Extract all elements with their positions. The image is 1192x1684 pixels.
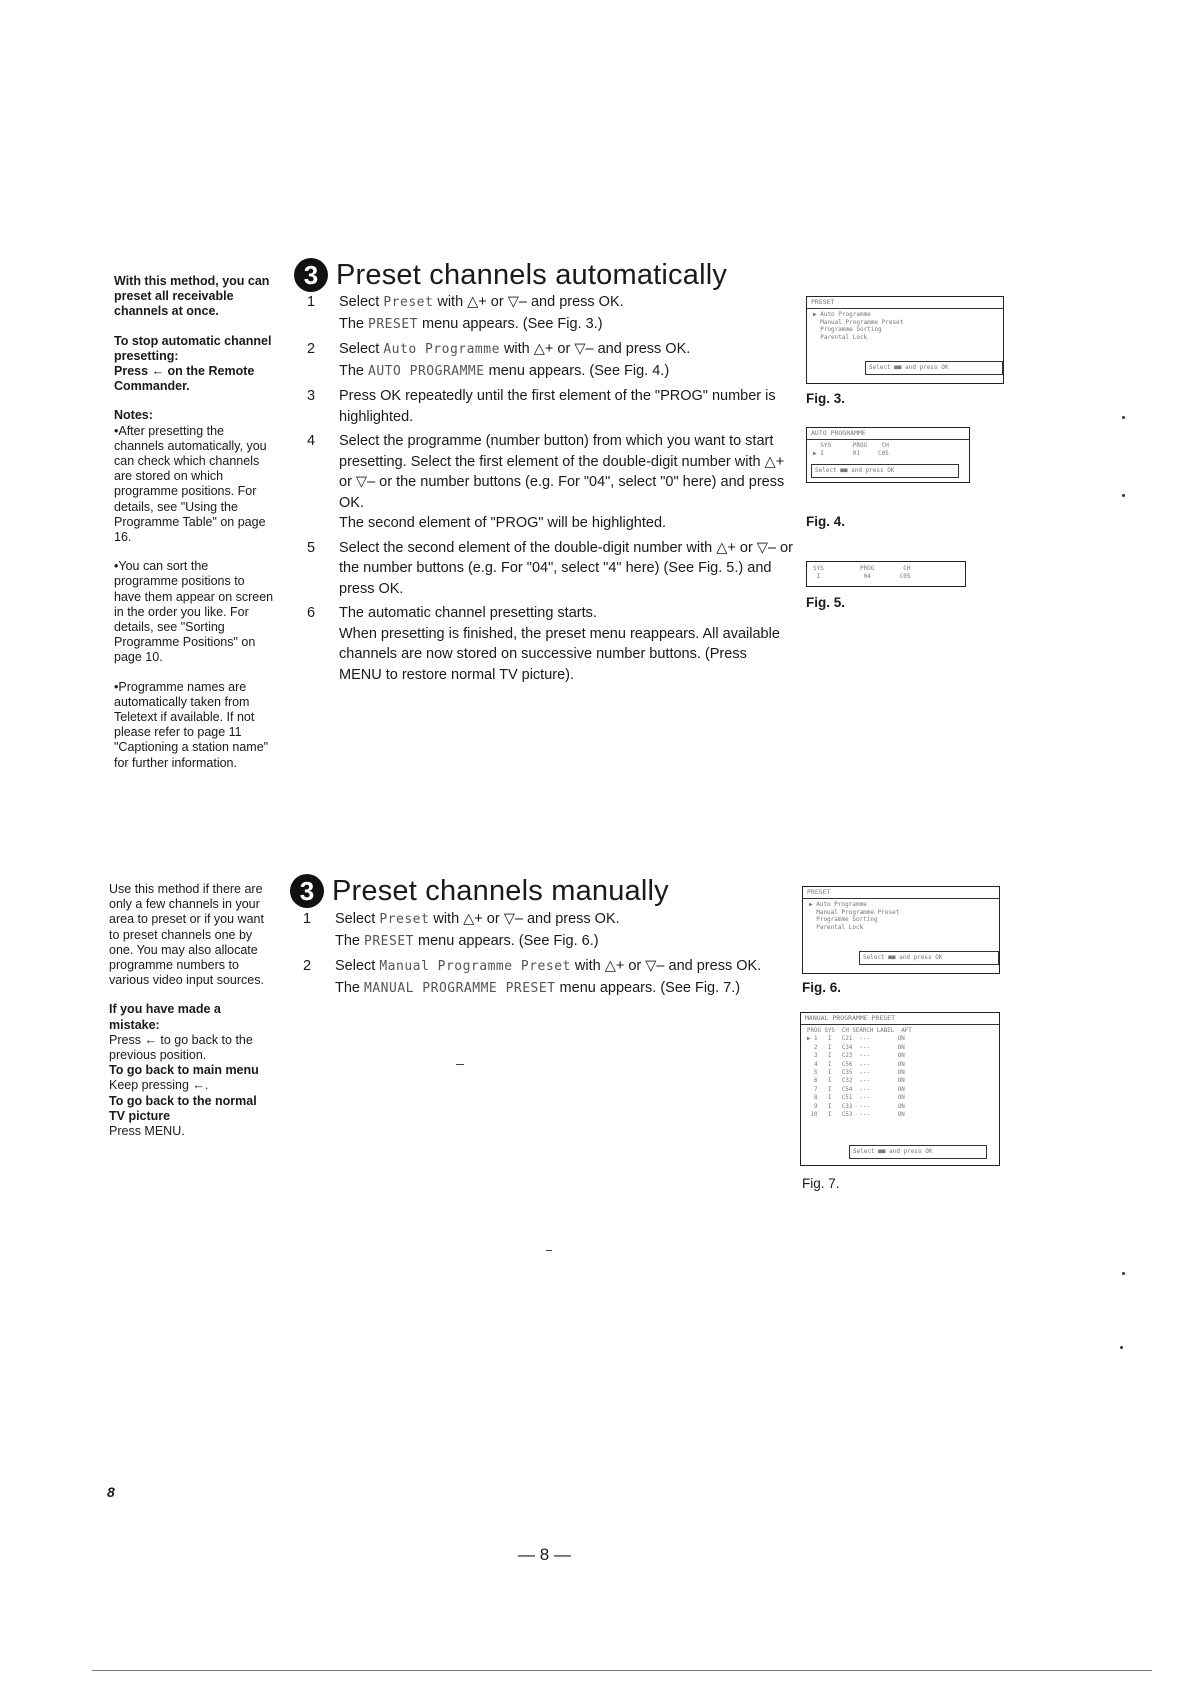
scan-speck bbox=[1122, 1272, 1125, 1275]
tv-picture-title: To go back to the normal TV picture bbox=[109, 1093, 257, 1123]
scan-speck bbox=[546, 1250, 552, 1251]
sidebar-manual-intro: Use this method if there are only a few channels in your area to preset or if you want to preset channels one by one. You may also allocate programme numbers to various video input sources. bbox=[109, 882, 264, 988]
note-2: •You can sort the programme positions to have them appear on screen in the order you like. For details, see "Sorting Programme Positions" on page 10. bbox=[114, 559, 274, 665]
scan-speck bbox=[1122, 494, 1125, 497]
center-page-number: — 8 — bbox=[518, 1545, 571, 1564]
stop-presetting-title: To stop automatic channel presetting: bbox=[114, 333, 272, 363]
sidebar-manual-notes bbox=[109, 882, 274, 1139]
section-manual-steps bbox=[299, 909, 789, 1003]
fig3-caption: Fig. 3. bbox=[806, 391, 846, 406]
section-auto-title: Preset channels automatically bbox=[336, 258, 728, 291]
notes-title: Notes: bbox=[114, 408, 153, 423]
fig6-caption: Fig. 6. bbox=[802, 980, 842, 995]
fig3-preset-menu-screen: PRESET ▶ Auto Programme Manual Programme Preset Programme Sorting Parental Lock Select ■■ and press OK bbox=[806, 296, 1004, 384]
step-item: 1 Select Preset with △+ or ▽– and press OK. The PRESET menu appears. (See Fig. 3.) bbox=[307, 294, 624, 332]
section-auto-steps bbox=[303, 292, 793, 689]
stop-presetting-text: Press ← on the Remote Commander. bbox=[114, 364, 255, 394]
note-1: •After presetting the channels automatically, you can check which channels are stored on which programme positions. For details, see "Using the Programme Table" on page 16. bbox=[114, 423, 267, 545]
fig7-manual-programme-preset-screen: MANUAL PROGRAMME PRESET PROG SYS CH SEARCH LABEL AFT ▶ 1 I C21 --- ON 2 I C34 --- ON 3 I C23 --- ON 4 I C56 --- ON 5 I C35 --- ON 6 I C32 --- ON 7 I C54 --- ON 8 I C51 --- ON 9 I C33 --- ON 10 I C53 --- ON Select ■■ and press OK bbox=[800, 1012, 1000, 1166]
stop-presetting-block bbox=[114, 334, 274, 395]
sidebar-intro: With this method, you can preset all receivable channels at once. bbox=[114, 274, 270, 319]
fig4-caption: Fig. 4. bbox=[806, 514, 846, 529]
mistake-title: If you have made a mistake: bbox=[109, 1002, 221, 1032]
step-item: 2 Select Auto Programme with △+ or ▽– and press OK. The AUTO PROGRAMME menu appears. (See Fig. 4.) bbox=[307, 341, 691, 379]
scan-speck bbox=[456, 1064, 464, 1065]
section-manual-title: Preset channels manually bbox=[332, 874, 669, 907]
main-menu-text: Keep pressing ←. bbox=[109, 1078, 209, 1093]
step-item: 6 The automatic channel presetting starts. When presetting is finished, the preset menu reappears. All available channels are now stored on successive number buttons. (Press MENU to restore normal TV picture). bbox=[307, 605, 780, 683]
step-item: 3 Press OK repeatedly until the first element of the "PROG" number is highlighted. bbox=[307, 388, 776, 425]
tv-picture-text: Press MENU. bbox=[109, 1124, 185, 1139]
step-item: 1 Select Preset with △+ or ▽– and press OK. The PRESET menu appears. (See Fig. 6.) bbox=[303, 911, 620, 949]
step-item: 2 Select Manual Programme Preset with △+ or ▽– and press OK. The MANUAL PROGRAMME PRESET menu appears. (See Fig. 7.) bbox=[303, 958, 762, 996]
section-auto-heading bbox=[294, 258, 727, 292]
step-number-badge: 3 bbox=[290, 874, 324, 908]
scan-speck bbox=[1122, 416, 1125, 419]
section-manual-heading bbox=[290, 874, 669, 908]
step-item: 5 Select the second element of the double-digit number with △+ or ▽– or the number buttons (e.g. For "04", select "4" here) (See Fig. 5.) and press OK. bbox=[307, 539, 793, 597]
fig4-auto-programme-screen: AUTO PROGRAMME SYS PROG CH ▶ I 01 C05 Select ■■ and press OK bbox=[806, 427, 970, 483]
bottom-rule bbox=[92, 1670, 1152, 1671]
main-menu-title: To go back to main menu bbox=[109, 1063, 259, 1078]
corner-page-number: 8 bbox=[107, 1484, 115, 1500]
scan-speck bbox=[1120, 1346, 1123, 1349]
step-item: 4 Select the programme (number button) from which you want to start presetting. Select the first element of the double-digit number with △+ or ▽– or the number buttons (e.g. For "04", select "0" here) and press OK. The second element of "PROG" will be highlighted. bbox=[307, 433, 785, 531]
fig5-caption: Fig. 5. bbox=[806, 595, 846, 610]
mistake-text: Press ← to go back to the previous position. bbox=[109, 1032, 253, 1063]
sidebar-auto-notes bbox=[114, 274, 274, 785]
note-3: •Programme names are automatically taken from Teletext if available. If not please refer to page 11 "Captioning a station name" for further information. bbox=[114, 679, 269, 770]
fig6-preset-menu-screen: PRESET ▶ Auto Programme Manual Programme Preset Programme Sorting Parental Lock Select ■■ and press OK bbox=[802, 886, 1000, 974]
fig7-caption: Fig. 7. bbox=[802, 1176, 840, 1191]
step-number-badge: 3 bbox=[294, 258, 328, 292]
fig5-prog-selection-screen: SYS PROG CH I 04 C05 bbox=[806, 561, 966, 587]
